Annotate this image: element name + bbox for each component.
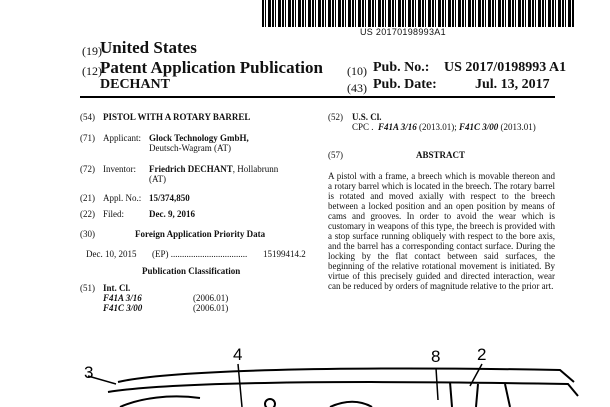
int-class-1-date: (2006.01) xyxy=(193,293,229,303)
pub-date-code: (43) xyxy=(347,81,367,95)
abstract-text: A pistol with a frame, a breech which is movable thereon and a rotary barrel which is located in the breech. The rotary barrel is rotated and moved axially with respect to the breech between a locked position and an open position by means of cams and grooves. In order to avoid the wear which is customary in weapons of this type, the breech is provided with a stop surface running obliquely with respect to the bore axis, and the barrel has a corresponding contact surface. During the locking by the flat contact between said surfaces, the beginning of the relative rotational movement is initiated. By virtue of this precisely guided and directed interaction, wear can be reduced by orders of magnitude relative to the prior art. xyxy=(328,171,555,291)
filed-date: Dec. 9, 2016 xyxy=(149,209,195,219)
cam-arc xyxy=(330,402,372,407)
type-code: (12) xyxy=(82,64,102,78)
title: PISTOL WITH A ROTARY BARREL xyxy=(103,112,251,122)
appl-code: (21) xyxy=(80,193,95,203)
abstract-code: (57) xyxy=(328,150,343,160)
barcode-number: US 20170198993A1 xyxy=(360,27,446,37)
filed-code: (22) xyxy=(80,209,95,219)
cpc-line xyxy=(352,122,536,132)
pub-no-label: Pub. No.: xyxy=(373,60,430,75)
inventor-line xyxy=(149,164,278,174)
appl-no: 15/374,850 xyxy=(149,193,190,203)
classification-heading: Publication Classification xyxy=(142,266,241,276)
int-cl-label: Int. Cl. xyxy=(103,283,131,293)
cpc-class-1-date: (2013.01); xyxy=(419,122,457,132)
header-rule xyxy=(80,96,555,98)
ref-label-4: 4 xyxy=(233,345,243,364)
abstract-heading: ABSTRACT xyxy=(416,150,466,160)
barrel-edge-2 xyxy=(476,384,478,407)
inventor-surname: DECHANT xyxy=(100,77,171,92)
inventor-label: Inventor: xyxy=(103,164,136,174)
pub-date-label: Pub. Date: xyxy=(373,77,437,92)
pub-date: Jul. 13, 2017 xyxy=(475,77,550,92)
inventor-code: (72) xyxy=(80,164,95,174)
filed-label: Filed: xyxy=(103,209,125,219)
patent-drawing xyxy=(0,320,610,407)
int-class-2-date: (2006.01) xyxy=(193,303,229,313)
us-cl-code: (52) xyxy=(328,112,343,122)
cpc-label: CPC . xyxy=(352,122,374,132)
barrel-edge xyxy=(450,382,452,407)
leader-8 xyxy=(436,368,438,400)
priority-date: Dec. 10, 2015 xyxy=(86,249,137,259)
priority-number: 15199414.2 xyxy=(263,249,306,259)
pub-no: US 2017/0198993 A1 xyxy=(444,60,567,75)
applicant-code: (71) xyxy=(80,133,95,143)
int-class-1: F41A 3/16 xyxy=(103,293,142,303)
pub-no-code: (10) xyxy=(347,64,367,78)
applicant-name: Glock Technology GmbH, xyxy=(149,133,249,143)
frame-curve xyxy=(120,396,200,407)
ref-label-8: 8 xyxy=(431,347,441,366)
applicant-label: Applicant: xyxy=(103,133,141,143)
publication-type: Patent Application Publication xyxy=(100,58,323,77)
appl-label: Appl. No.: xyxy=(103,193,142,203)
ref-label-3: 3 xyxy=(84,363,94,382)
priority-heading: Foreign Application Priority Data xyxy=(135,229,266,239)
inventor-name: Friedrich DECHANT xyxy=(149,164,233,174)
cpc-class-2: F41C 3/00 xyxy=(459,122,499,132)
title-code: (54) xyxy=(80,112,95,122)
barcode xyxy=(262,0,575,27)
slide-outline xyxy=(118,369,574,383)
country: United States xyxy=(100,38,197,57)
cpc-class-2-date: (2013.01) xyxy=(500,122,536,132)
inventor-country: (AT) xyxy=(149,174,166,184)
int-cl-code: (51) xyxy=(80,283,95,293)
cpc-class-1: F41A 3/16 xyxy=(378,122,417,132)
priority-office: (EP) .................................. xyxy=(152,249,248,259)
priority-code: (30) xyxy=(80,229,95,239)
country-code: (19) xyxy=(82,44,102,58)
inventor-location: , Hollabrunn xyxy=(232,164,279,174)
pivot-circle xyxy=(265,399,275,407)
ref-label-2: 2 xyxy=(477,345,487,364)
int-class-2: F41C 3/00 xyxy=(103,303,143,313)
barrel-edge-3 xyxy=(505,384,510,407)
applicant-location: Deutsch-Wagram (AT) xyxy=(149,143,231,153)
us-cl-label: U.S. Cl. xyxy=(352,112,382,122)
